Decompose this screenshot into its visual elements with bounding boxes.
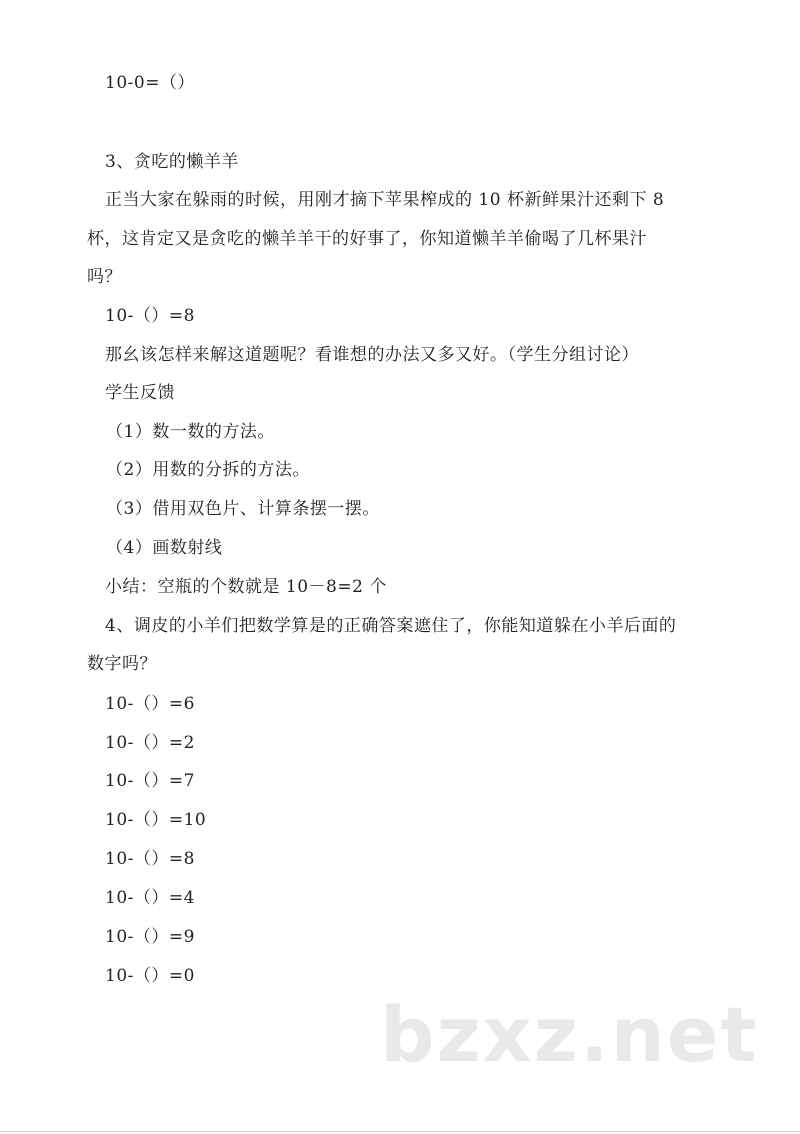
- exercise-equation: 10-（）=10: [105, 810, 207, 830]
- exercise-equation: 10-（）=0: [105, 966, 195, 986]
- section-4-line-1: 4、调皮的小羊们把数学算是的正确答案遮住了，你能知道躲在小羊后面的: [105, 616, 677, 636]
- exercise-equation: 10-（）=2: [105, 733, 195, 753]
- student-feedback-heading: 学生反馈: [105, 383, 175, 403]
- paragraph-line-1: 正当大家在躲雨的时候，用刚才摘下苹果榨成的 10 杯新鲜果汁还剩下 8: [105, 190, 665, 210]
- paragraph-line-3: 吗？: [87, 267, 122, 287]
- feedback-item-4: （4）画数射线: [106, 538, 223, 558]
- watermark-text: bzxz.net: [380, 990, 759, 1079]
- page-bottom-divider: [0, 1131, 800, 1132]
- section-3-heading: 3、贪吃的懒羊羊: [105, 152, 239, 172]
- paragraph-line-2: 杯，这肯定又是贪吃的懒羊羊干的好事了，你知道懒羊羊偷喝了几杯果汁: [87, 229, 647, 249]
- exercise-equation: 10-（）=9: [105, 927, 195, 947]
- exercise-equation: 10-（）=8: [105, 849, 195, 869]
- feedback-item-3: （3）借用双色片、计算条摆一摆。: [106, 499, 380, 519]
- exercise-equation: 10-（）=7: [105, 771, 195, 791]
- feedback-item-2: （2）用数的分拆的方法。: [106, 460, 310, 480]
- discussion-prompt: 那幺该怎样来解这道题呢？看谁想的办法又多又好。（学生分组讨论）: [105, 345, 639, 365]
- feedback-item-1: （1）数一数的方法。: [106, 422, 275, 442]
- summary-line: 小结：空瓶的个数就是 10－8=2 个: [105, 577, 387, 597]
- equation-10-minus-0: 10-0=（）: [105, 73, 195, 93]
- exercise-equation: 10-（）=6: [105, 694, 195, 714]
- exercise-equation: 10-（）=4: [105, 888, 195, 908]
- equation-blank-8: 10-（）=8: [105, 306, 195, 326]
- section-4-line-2: 数字吗？: [87, 654, 157, 674]
